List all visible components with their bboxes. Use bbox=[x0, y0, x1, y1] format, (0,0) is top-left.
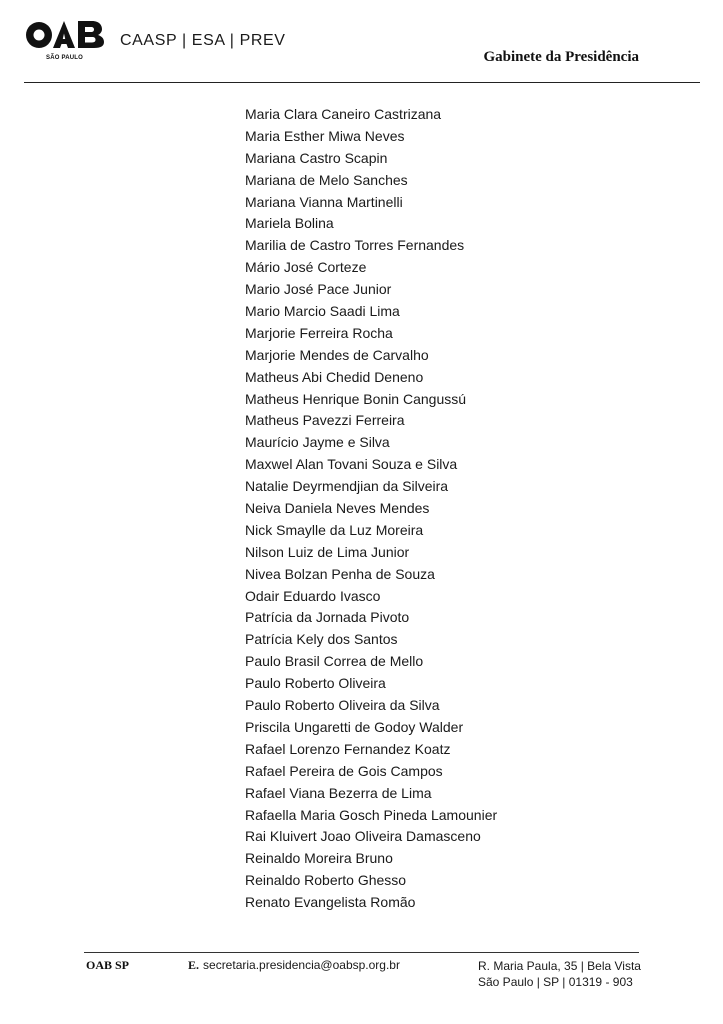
logo-subtext: SÃO PAULO bbox=[46, 55, 84, 61]
list-item: Maria Esther Miwa Neves bbox=[245, 127, 405, 144]
list-item: Patrícia da Jornada Pivoto bbox=[245, 609, 410, 626]
email-address[interactable]: secretaria.presidencia@oabsp.org.br bbox=[203, 958, 400, 972]
list-item: Rafael Lorenzo Fernandez Koatz bbox=[245, 740, 451, 757]
list-item: Priscila Ungaretti de Godoy Walder bbox=[245, 718, 464, 735]
list-item: Mario José Pace Junior bbox=[245, 281, 392, 298]
address-line: São Paulo | SP | 01319 - 903 bbox=[478, 975, 633, 989]
list-item: Marilia de Castro Torres Fernandes bbox=[245, 237, 465, 254]
list-item: Matheus Pavezzi Ferreira bbox=[245, 412, 405, 429]
email-label: E. bbox=[188, 958, 200, 972]
header-divider bbox=[24, 82, 700, 83]
list-item: Nivea Bolzan Penha de Souza bbox=[245, 565, 435, 582]
list-item: Mariana Vianna Martinelli bbox=[245, 193, 403, 210]
list-item: Mario Marcio Saadi Lima bbox=[245, 303, 400, 320]
list-item: Rafaella Maria Gosch Pineda Lamounier bbox=[245, 806, 498, 823]
list-item: Marjorie Mendes de Carvalho bbox=[245, 346, 429, 363]
footer-email bbox=[188, 958, 400, 973]
list-item: Rafael Viana Bezerra de Lima bbox=[245, 784, 432, 801]
list-item: Matheus Henrique Bonin Cangussú bbox=[245, 390, 467, 407]
list-item: Maxwel Alan Tovani Souza e Silva bbox=[245, 456, 458, 473]
list-item: Nick Smaylle da Luz Moreira bbox=[245, 521, 424, 538]
list-item: Mariana de Melo Sanches bbox=[245, 171, 408, 188]
list-item: Natalie Deyrmendjian da Silveira bbox=[245, 478, 449, 495]
footer-org: OAB SP bbox=[86, 958, 130, 972]
list-item: Renato Evangelista Romão bbox=[245, 894, 416, 911]
footer-address bbox=[478, 958, 641, 990]
list-item: Maurício Jayme e Silva bbox=[245, 434, 390, 451]
list-item: Marjorie Ferreira Rocha bbox=[245, 324, 393, 341]
list-item: Mário José Corteze bbox=[245, 259, 367, 276]
list-item: Matheus Abi Chedid Deneno bbox=[245, 368, 424, 385]
page-header bbox=[0, 0, 723, 84]
list-item: Patrícia Kely dos Santos bbox=[245, 631, 398, 648]
list-item: Rai Kluivert Joao Oliveira Damasceno bbox=[245, 828, 481, 845]
name-list bbox=[245, 104, 497, 914]
list-item: Rafael Pereira de Gois Campos bbox=[245, 762, 443, 779]
list-item: Paulo Brasil Correa de Mello bbox=[245, 653, 424, 670]
list-item: Maria Clara Caneiro Castrizana bbox=[245, 106, 442, 122]
address-line: R. Maria Paula, 35 | Bela Vista bbox=[478, 959, 641, 973]
list-item: Reinaldo Roberto Ghesso bbox=[245, 872, 407, 889]
list-item: Mariela Bolina bbox=[245, 215, 334, 232]
list-item: Reinaldo Moreira Bruno bbox=[245, 850, 393, 867]
brand-list: CAASP | ESA | PREV bbox=[120, 32, 286, 49]
footer-divider bbox=[84, 952, 639, 953]
list-item: Mariana Castro Scapin bbox=[245, 149, 388, 166]
list-item: Nilson Luiz de Lima Junior bbox=[245, 543, 410, 560]
list-item: Odair Eduardo Ivasco bbox=[245, 587, 381, 604]
office-title: Gabinete da Presidência bbox=[483, 49, 639, 65]
list-item: Paulo Roberto Oliveira da Silva bbox=[245, 697, 440, 714]
list-item: Paulo Roberto Oliveira bbox=[245, 675, 386, 692]
list-item: Neiva Daniela Neves Mendes bbox=[245, 500, 430, 517]
